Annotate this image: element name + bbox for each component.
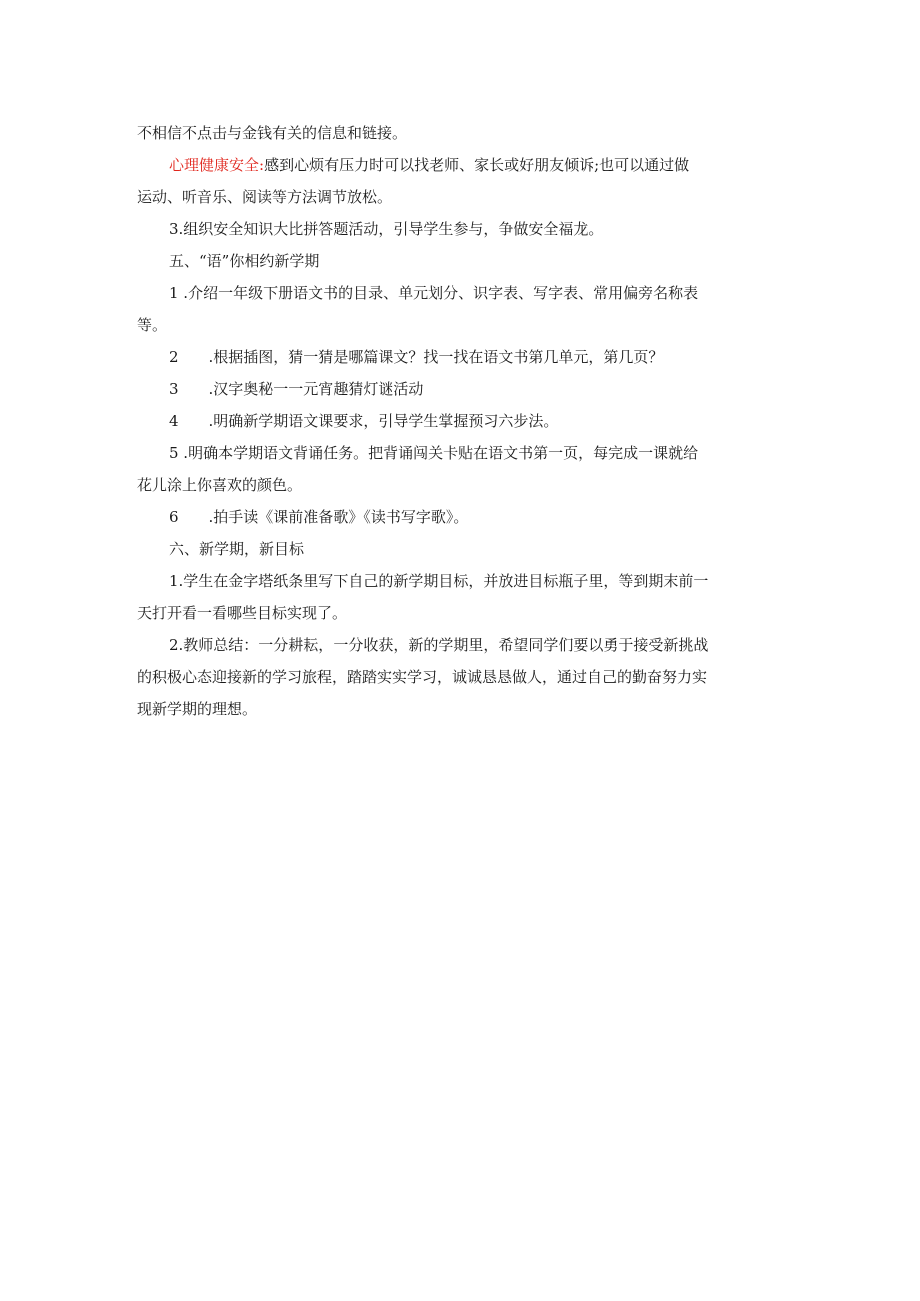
mental-health-text-line2: 运动、听音乐、阅读等方法调节放松。	[137, 188, 393, 206]
section-6-item-2: 2.教师总结：一分耕耘，一分收获，新的学期里，希望同学们要以勇于接受新挑战 的积极心态迎接新的学习旅程，踏踏实实学习，诚诚恳恳做人，通过自己的勤奋努力实 现新学期的理想。	[137, 636, 709, 718]
mental-health-text-line1: 感到心烦有压力时可以找老师、家长或好朋友倾诉;也可以通过做	[264, 156, 690, 174]
section-5-item-1: 1 .介绍一年级下册语文书的目录、单元划分、识字表、写字表、常用偏旁名称表 等。	[137, 284, 699, 334]
paragraph-mental-health	[137, 149, 797, 213]
section-5-item-3: 3 .汉字奥秘一一元宵趣猜灯谜活动	[169, 380, 424, 398]
section-6-heading: 六、新学期，新目标	[169, 540, 305, 558]
paragraph-quiz-activity: 3.组织安全知识大比拼答题活动，引导学生参与，争做安全福龙。	[169, 220, 604, 238]
section-6-item-1: 1.学生在金字塔纸条里写下自己的新学期目标，并放进目标瓶子里，等到期末前一 天打开看一看哪些目标实现了。	[137, 572, 709, 622]
mental-health-label: 心理健康安全:	[169, 156, 265, 174]
section-5-heading: 五、“语”你相约新学期	[169, 252, 320, 270]
document-body	[137, 117, 797, 725]
section-5-item-5: 5 .明确本学期语文背诵任务。把背诵闯关卡贴在语文书第一页，每完成一课就给 花儿涂上你喜欢的颜色。	[137, 444, 699, 494]
section-5-item-6: 6 .拍手读《课前准备歌》《读书写字歌》。	[169, 508, 469, 526]
paragraph-money-safety: 不相信不点击与金钱有关的信息和链接。	[137, 124, 408, 142]
section-5-item-2: 2 .根据插图，猜一猜是哪篇课文？找一找在语文书第几单元，第几页？	[169, 348, 664, 366]
section-5-item-4: 4 .明确新学期语文课要求，引导学生掌握预习六步法。	[169, 412, 559, 430]
